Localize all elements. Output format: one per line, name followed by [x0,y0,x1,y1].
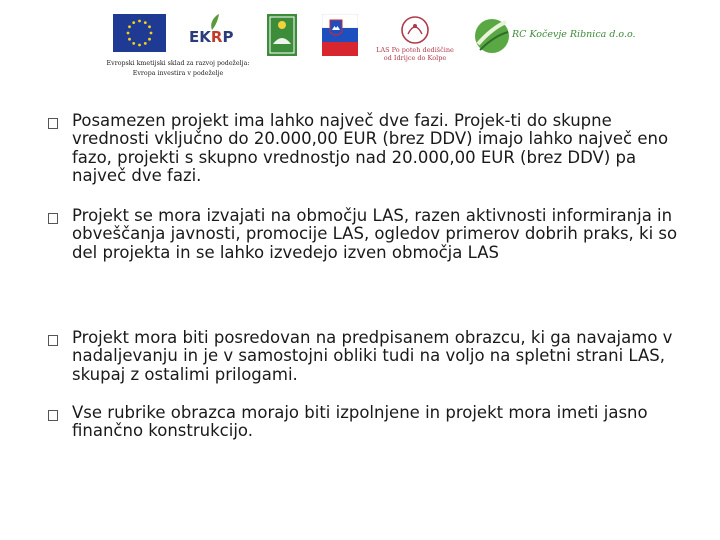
slovenia-flag-icon [322,14,358,56]
caption-line-1: Evropski kmetijski sklad za razvoj podeželja: [106,60,250,67]
rc-emblem-icon [474,14,510,60]
bullet-text: Vse rubrike obrazca morajo biti izpolnjene in projekt mora imeti jasno finančno konstrukcijo. [72,403,648,441]
ekrp-logo [185,12,240,56]
eu-flag-icon [113,14,166,52]
bullet-box-icon [48,335,58,346]
bullet-text: Projekt mora biti posredovan na predpisanem obrazcu, ki ga navajamo v nadaljevanju in je v samostojni obliki tudi na voljo na spletni strani LAS, skupaj z ostalimi prilogami. [72,328,673,384]
eu-flag-logo [113,14,166,52]
ekrp-wordmark: EKRP [189,28,234,46]
bullet-box-icon [48,213,58,224]
rc-logo-text: RC Kočevje Ribnica d.o.o. [512,29,636,40]
las-logo-text: LAS Po poteh dediščine od Idrijce do Kolpe [376,46,454,62]
las-emblem-icon [374,14,456,46]
las-logo [374,14,456,64]
bullet-box-icon [48,410,58,421]
header-caption [88,59,268,79]
bullet-text: Projekt se mora izvajati na območju LAS, razen aktivnosti informiranja in obveščanja javnosti, promocije LAS, ogledov primerov dobrih praks, ki so del projekta in se lahko izvedejo izven območja LAS [72,206,678,262]
bullet-box-icon [48,118,58,129]
leader-logo [267,14,297,56]
leader-logo-icon [267,14,297,56]
rc-logo [474,12,654,62]
caption-line-2: Evropa investira v podeželje [132,70,224,77]
bullet-text: Posamezen projekt ima lahko največ dve fazi. Projek-ti do skupne vrednosti vključno do 20.000,00 EUR (brez DDV) imajo lahko največ eno fazo, projekti s skupno vrednostjo nad 20.000,00 EUR (brez DDV) pa največ dve fazi. [72,111,669,185]
slovenia-flag-logo [322,14,358,56]
